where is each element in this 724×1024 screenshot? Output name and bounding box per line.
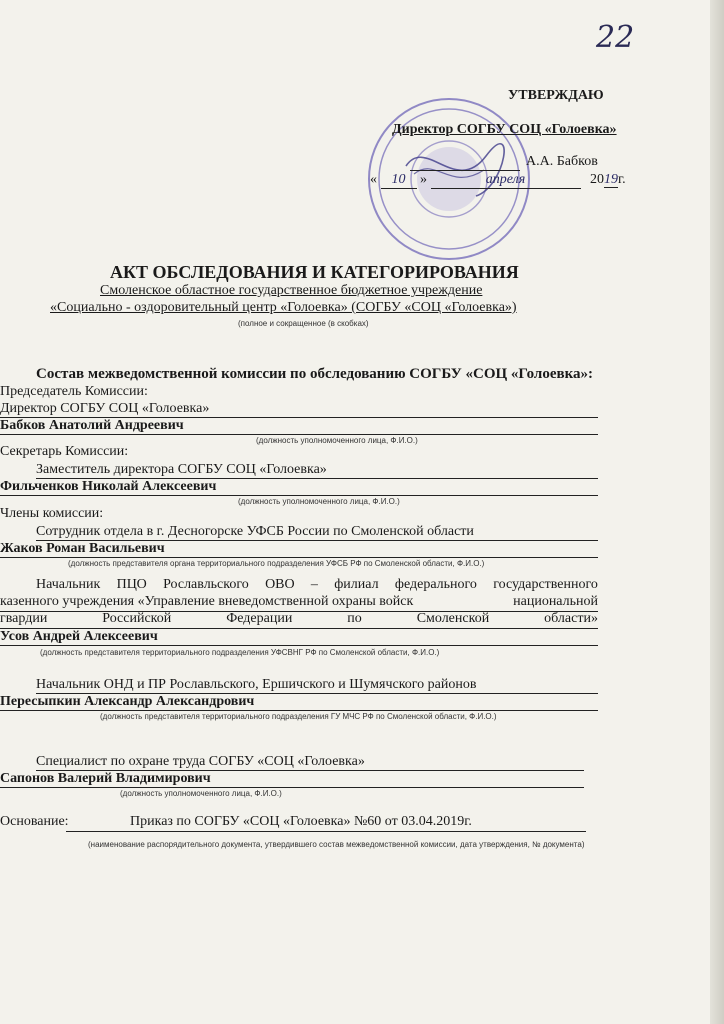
chair-name: Бабков Анатолий Андреевич: [0, 418, 184, 433]
date-year-prefix: 20: [590, 172, 604, 187]
fsb-name-line: [0, 557, 598, 558]
basis-caption: (наименование распорядительного документа, утвердившего состав межведомственной комиссии, дата утверждения, № документа): [88, 840, 585, 849]
chair-position: Директор СОГБУ СОЦ «Голоевка»: [0, 401, 210, 416]
secretary-caption: (должность уполномоченного лица, Ф.И.О.): [238, 497, 400, 506]
pco-word: гвардии: [0, 611, 48, 626]
pco-name: Усов Андрей Алексеевич: [0, 629, 158, 644]
approval-position: Директор СОГБУ СОЦ «Голоевка»: [392, 122, 617, 137]
secretary-name: Фильченков Николай Алексеевич: [0, 479, 217, 494]
date-year: 19: [604, 172, 618, 187]
pco-word: федерального: [394, 577, 477, 592]
fsb-name: Жаков Роман Васильевич: [0, 541, 165, 556]
pco-word: национальной: [513, 594, 598, 609]
pco-word: филиал: [334, 577, 379, 592]
chair-caption: (должность уполномоченного лица, Ф.И.О.): [256, 436, 418, 445]
signature-line: [410, 170, 520, 171]
safety-name: Сапонов Валерий Владимирович: [0, 771, 211, 786]
secretary-label: Секретарь Комиссии:: [0, 444, 129, 459]
ond-position: Начальник ОНД и ПР Рославльского, Ершичского и Шумячского районов: [36, 677, 477, 692]
pco-word: государственного: [493, 577, 598, 592]
pco-word: ПЦО: [116, 577, 147, 592]
pco-word: по: [347, 611, 362, 626]
page-number: 22: [596, 20, 635, 55]
ond-caption: (должность представителя территориального подразделения ГУ МЧС РФ по Смоленской области, Ф.И.О.): [100, 712, 497, 721]
basis-label: Основание:: [0, 814, 69, 829]
approval-date: [370, 172, 626, 189]
date-close-quote: »: [420, 172, 427, 187]
approval-title: УТВЕРЖДАЮ: [508, 88, 604, 103]
chair-label: Председатель Комиссии:: [0, 384, 148, 399]
basis-text: Приказ по СОГБУ «СОЦ «Голоевка» №60 от 03.04.2019г.: [130, 814, 472, 829]
pco-word: Начальник: [36, 577, 101, 592]
pco-word: области»: [544, 611, 598, 626]
ond-name: Пересыпкин Александр Александрович: [0, 694, 255, 709]
date-day: 10: [381, 172, 417, 189]
act-title: АКТ ОБСЛЕДОВАНИЯ И КАТЕГОРИРОВАНИЯ: [110, 262, 519, 282]
pco-word: ОВО: [265, 577, 295, 592]
fsb-caption: (должность представителя органа территориального подразделения УФСБ РФ по Смоленской области, Ф.И.О.): [68, 559, 485, 568]
secretary-position: Заместитель директора СОГБУ СОЦ «Голоевка»: [36, 462, 327, 477]
pco-line-2: [0, 594, 598, 610]
date-open-quote: «: [370, 172, 377, 187]
members-label: Члены комиссии:: [0, 506, 104, 521]
safety-caption: (должность уполномоченного лица, Ф.И.О.): [120, 789, 282, 798]
date-year-suffix: г.: [618, 172, 626, 187]
safety-position: Специалист по охране труда СОГБУ «СОЦ «Голоевка»: [36, 754, 365, 769]
pco-caption: (должность представителя территориального подразделения УФСВНГ РФ по Смоленской области, Ф.И.О.): [40, 648, 440, 657]
org-caption: (полное и сокращенное (в скобках): [238, 319, 369, 328]
chair-name-line: [0, 434, 598, 435]
basis-line: [66, 831, 586, 832]
approval-signer: А.А. Бабков: [526, 154, 598, 169]
fsb-position: Сотрудник отдела в г. Десногорске УФСБ России по Смоленской области: [36, 524, 474, 539]
pco-line-3: [0, 611, 598, 627]
pco-word: казенного учреждения «Управление вневедомственной охраны войск: [0, 594, 414, 609]
pco-word: Рославльского: [163, 577, 249, 592]
pco-word: Российской: [102, 611, 172, 626]
ond-name-line: [0, 710, 598, 711]
pco-word: Смоленской: [416, 611, 490, 626]
commission-heading: Состав межведомственной комиссии по обследованию СОГБУ «СОЦ «Голоевка»:: [36, 366, 594, 382]
safety-name-line: [0, 787, 584, 788]
pco-word: Федерации: [226, 611, 293, 626]
pco-line-1: [36, 577, 598, 593]
pco-word: –: [310, 577, 318, 592]
secretary-name-line: [0, 495, 598, 496]
sheet-edge: [710, 0, 724, 1024]
org-line-2: «Социально - оздоровительный центр «Голоевка» (СОГБУ «СОЦ «Голоевка»): [50, 300, 517, 315]
date-month: апреля: [431, 172, 581, 189]
pco-name-line: [0, 645, 598, 646]
org-line-1: Смоленское областное государственное бюджетное учреждение: [100, 283, 483, 298]
